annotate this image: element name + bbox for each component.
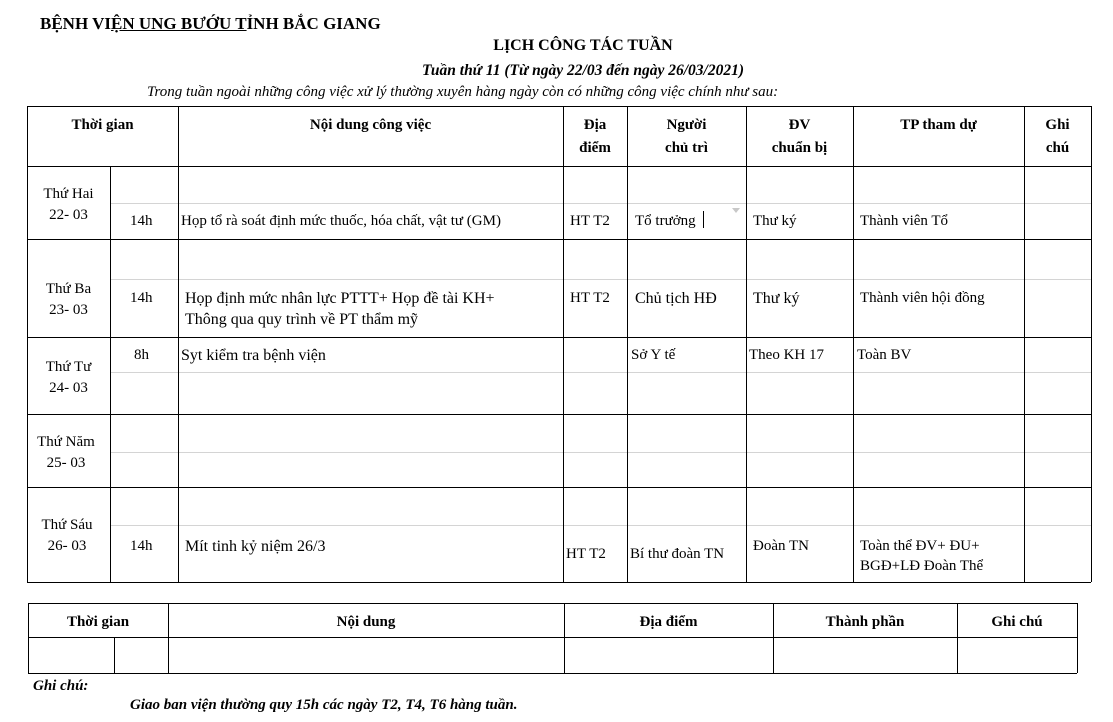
time-cell: 8h (134, 347, 149, 363)
attendees-cell: Thành viên Tổ (860, 213, 949, 229)
header-time: Thời gian (71, 117, 134, 133)
host-cell: Sở Y tế (631, 347, 676, 363)
content-cell: Họp tổ rà soát định mức thuốc, hóa chất, vật tư (GM) (181, 213, 501, 229)
day-label: Thứ Ba 23- 03 (45, 281, 92, 318)
header-unit: ĐV chuẩn bị (771, 117, 828, 156)
intro-text: Trong tuần ngoài những công việc xử lý thường xuyên hàng ngày còn có những công việc chính như sau: (147, 84, 779, 100)
header-place: Địa điểm (579, 117, 611, 156)
header-host: Người chủ trì (665, 117, 708, 156)
host-cell: Bí thư đoàn TN (630, 546, 725, 562)
document-title: LỊCH CÔNG TÁC TUẦN (493, 37, 673, 54)
attendees-cell: Thành viên hội đồng (860, 290, 985, 306)
host-cell: Chủ tịch HĐ (635, 290, 717, 307)
attendees-cell: Toàn thể ĐV+ ĐU+ (860, 538, 980, 554)
time-cell: 14h (130, 290, 153, 306)
header-content: Nội dung công việc (309, 117, 432, 133)
week-subtitle: Tuần thứ 11 (Từ ngày 22/03 đến ngày 26/03/2021) (422, 62, 744, 79)
table2-header-place: Địa điểm (639, 614, 698, 630)
table2-header-content: Nội dung (336, 614, 396, 630)
hospital-name: BỆNH VIỆN UNG BƯỚU TỈNH BẮC GIANG (40, 14, 381, 33)
table2-header-members: Thành phần (825, 614, 905, 630)
unit-cell: Thư ký (753, 290, 800, 307)
header-note: Ghi chú (1045, 117, 1070, 156)
footer-note-text: Giao ban viện thường quy 15h các ngày T2, T4, T6 hàng tuần. (130, 697, 518, 713)
unit-cell: Theo KH 17 (749, 347, 824, 363)
unit-cell: Đoàn TN (753, 538, 809, 554)
time-cell: 14h (130, 538, 153, 554)
day-label: Thứ Hai 22- 03 (43, 186, 94, 223)
dropdown-arrow-icon[interactable] (731, 207, 741, 215)
table2-header-time: Thời gian (66, 614, 130, 630)
day-label: Thứ Năm 25- 03 (37, 434, 95, 471)
day-label: Thứ Sáu 26- 03 (41, 517, 93, 554)
attendees-cell: Toàn BV (857, 347, 912, 363)
content-cell: Mít tinh kỷ niệm 26/3 (185, 538, 326, 555)
content-cell: Thông qua quy trình về PT thẩm mỹ (185, 311, 419, 328)
host-cell[interactable]: Tổ trưởng (635, 213, 696, 229)
place-cell: HT T2 (570, 290, 610, 306)
day-label: Thứ Tư 24- 03 (45, 359, 92, 396)
header-attendees: TP tham dự (900, 117, 977, 133)
text-cursor (703, 211, 704, 228)
place-cell: HT T2 (566, 546, 606, 562)
unit-cell: Thư ký (753, 213, 797, 229)
footer-note-label: Ghi chú: (33, 678, 89, 694)
place-cell: HT T2 (570, 213, 610, 229)
content-cell: Syt kiểm tra bệnh viện (181, 347, 326, 364)
content-cell: Họp định mức nhân lực PTTT+ Họp đề tài KH+ (185, 290, 495, 307)
attendees-cell: BGĐ+LĐ Đoàn Thể (860, 558, 984, 574)
time-cell: 14h (130, 213, 153, 229)
table2-header-note: Ghi chú (991, 614, 1043, 630)
